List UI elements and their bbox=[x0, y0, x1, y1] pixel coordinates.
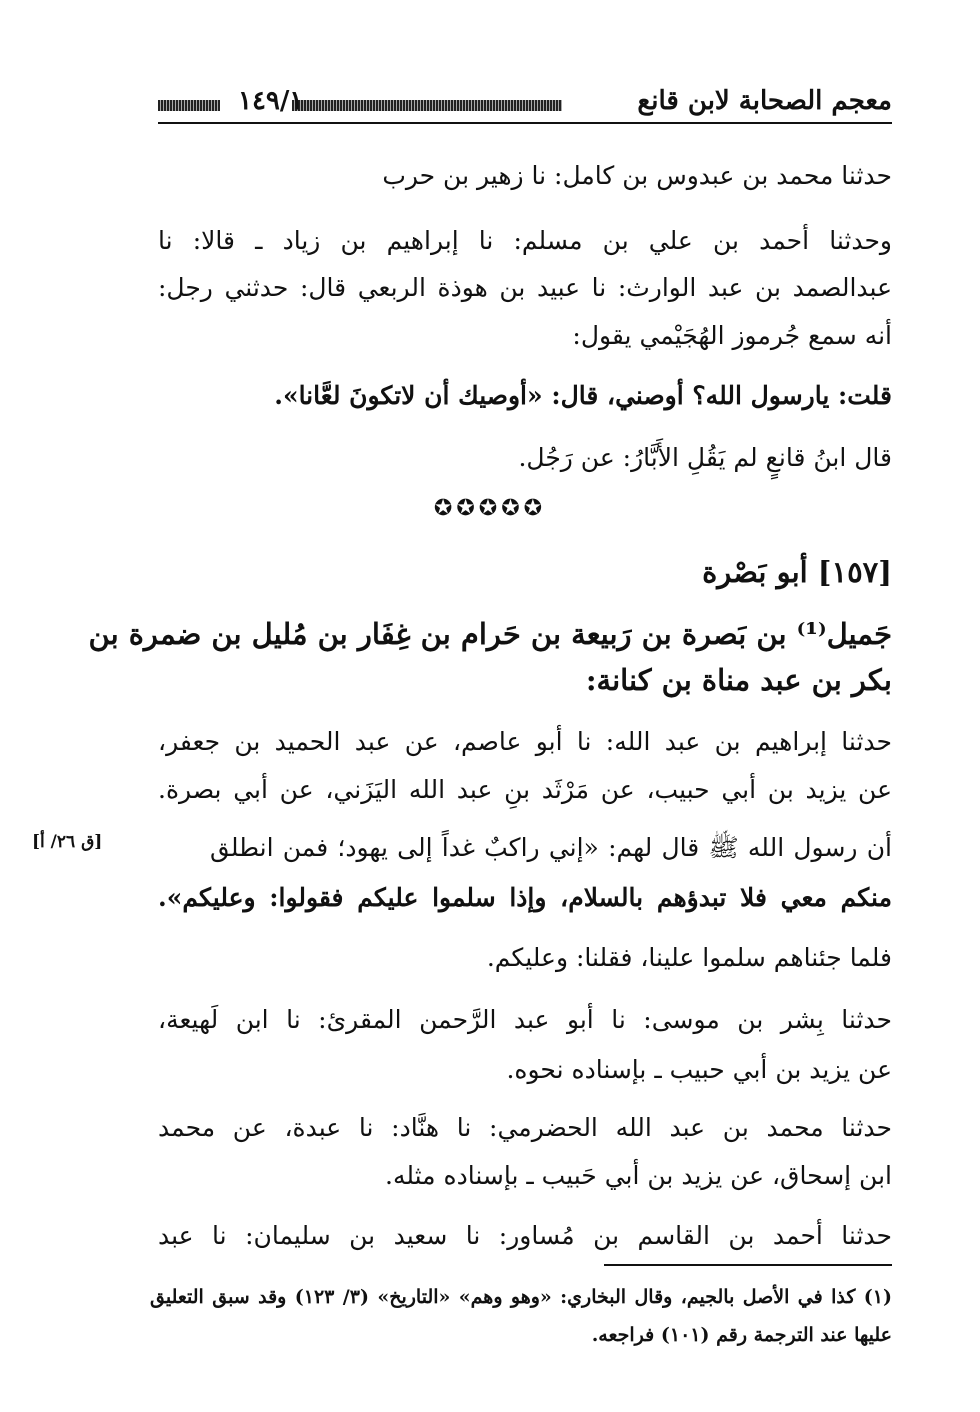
footnote-line: (١) كذا في الأصل بالجيم، وقال البخاري: «وهو وهم» «التاريخ» (٣/ ١٢٣) وقد سبق التعليق bbox=[150, 1286, 893, 1308]
text-line: عبدالصمد بن عبد الوارث: نا عبيد بن هوذة الربعي قال: حدثني رجل: bbox=[158, 273, 892, 302]
manuscript-folio-note: [ق ٢٦/ أ] bbox=[32, 832, 103, 852]
text-line: فلما جئناهم سلموا علينا، فقلنا: وعليكم. bbox=[486, 943, 892, 972]
text-line: ابن إسحاق، عن يزيد بن أبي حَبيب ـ بإسناده مثله. bbox=[385, 1161, 892, 1190]
header-ornament-bar bbox=[158, 100, 220, 111]
running-header bbox=[158, 88, 892, 122]
entry-heading: [١٥٧] أبو بَصْرة bbox=[702, 555, 892, 589]
text-line: أن رسول الله ﷺ قال لهم: «إني راكبٌ غداً إلى يهود؛ فمن انطلق bbox=[210, 833, 892, 862]
text-line: حدثنا محمد بن عبدوس بن كامل: نا زهير بن حرب bbox=[382, 161, 892, 190]
text-line: حدثنا محمد بن عبد الله الحضرمي: نا هنَّاد: نا عبدة، عن محمد bbox=[158, 1113, 892, 1142]
hadith-line: قلت: يارسول الله؟ أوصني، قال: «أوصيك أن لاتكونَ لعَّانا». bbox=[274, 381, 892, 410]
footnote-line: عليها عند الترجمة رقم (١٠١) فراجعه. bbox=[591, 1324, 892, 1346]
section-separator: ✪✪✪✪✪ bbox=[433, 496, 547, 521]
hadith-line: منكم معي فلا تبدؤهم بالسلام، وإذا سلموا عليكم فقولوا: وعليكم». bbox=[158, 883, 892, 912]
text-line: حدثنا إبراهيم بن عبد الله: نا أبو عاصم، عن عبد الحميد بن جعفر، bbox=[158, 727, 892, 756]
footnote-rule bbox=[604, 1264, 892, 1266]
text-line: حدثنا بِشر بن موسى: نا أبو عبد الرَّحمن المقرئ: نا ابن لَهيعة، bbox=[158, 1005, 892, 1034]
book-title: معجم الصحابة لابن قانع bbox=[637, 86, 892, 116]
text-line: عن يزيد بن أبي حبيب ـ بإسناده نحوه. bbox=[506, 1055, 892, 1084]
text-line: أنه سمع جُرموز الهُجَيْمي يقول: bbox=[572, 321, 892, 350]
text-line: قال ابنُ قانعٍ لم يَقُلِ الأَبَّارُ: عن رَجُل. bbox=[518, 443, 892, 472]
header-rule bbox=[158, 122, 892, 124]
text-line: عن يزيد بن أبي حبيب، عن مَرْثَد بنِ عبد الله اليَزَني، عن أبي بصرة. bbox=[158, 775, 892, 804]
text-line: حدثنا أحمد بن القاسم بن مُساور: نا سعيد بن سليمان: نا عبد bbox=[158, 1221, 892, 1250]
entry-lineage: بكر بن عبد مناة بن كنانة: bbox=[585, 663, 892, 697]
page-number: ١٤٩/١ bbox=[238, 86, 304, 116]
header-ornament-bar bbox=[292, 100, 562, 111]
text-line: وحدثنا أحمد بن علي بن مسلم: نا إبراهيم بن زياد ـ قالا: نا bbox=[158, 226, 892, 255]
entry-lineage: جَميل⁽¹⁾ بن بَصرة بن رَبيعة بن حَرام بن غِفَار بن مُليل بن ضمرة بن bbox=[88, 617, 892, 651]
